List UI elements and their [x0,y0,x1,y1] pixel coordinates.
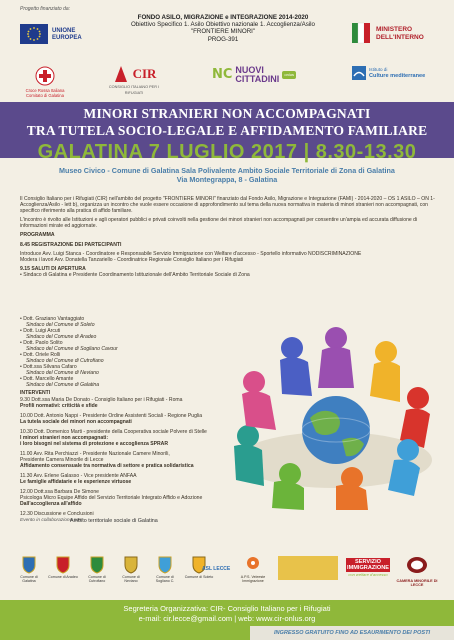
cri-logo [24,66,66,98]
talk-speaker: 11.30 Avv. Erlene Galasso - Vice presidente ANFAA [20,473,137,479]
talk-item [20,511,260,517]
crest-galatina [14,556,44,584]
cir-logo [104,64,164,96]
intro-paragraph-2: L'incontro è rivolto alle Istituzioni e agli operatori pubblici e privati coinvolti nella gestione dei minori stranieri non accompagnati per consentire un'ampia ed accurata diffusione di informazioni mirate ed aggiornate. [20,217,418,230]
venue-line-2: Via Montegrappa, 8 - Galatina [176,175,278,184]
shield-icon [158,556,172,574]
talk-speaker: 12.00 Dott.ssa Barbara De Simone [20,489,99,495]
saluto-role: Sindaco del Comune di Soleto [26,322,95,328]
event-title-line-1: MINORI STRANIERI NON ACCOMPAGNATI [83,106,371,121]
icm-name: Culture mediterranee [369,73,426,79]
shield-icon [124,556,138,574]
saluto-role: Sindaco del Comune di Sogliano Cavour [26,346,118,352]
event-date: GALATINA 7 LUGLIO 2017 | 8.30-13.30 [37,141,417,163]
servizio-name: SERVIZIO IMMIGRAZIONE [347,559,389,571]
crest-sogliano [150,556,180,584]
icm-logo [352,66,432,80]
talk-speaker: 9.30 Dott.ssa Maria De Donato - Consiglio Italiano per i Rifugiati - Roma [20,397,183,403]
camera-label: CAMERA MINORILE DI LECCE [396,579,438,587]
talk-topic: Le famiglie affidatarie e le esperienze virtuose [20,479,132,485]
footer-secretariat: Segreteria Organizzativa: CIR- Consiglio Italiano per i Rifugiati [123,604,331,613]
free-entry-ribbon: INGRESSO GRATUITO FINO AD ESAURIMENTO DEI POSTI [250,626,454,640]
saluto-name: • Dott. Luigi Arcuti [20,328,61,334]
saluti-first: • Sindaco di Galatina e Presidente Coordinamento Istituzionale dell'Ambito Territoriale Sociale di Zona [20,271,250,278]
cri-name: Croce Rossa Italiana Comitato di Galatina [25,88,65,98]
nuovi-cittadini-logo [212,66,296,84]
collaboration-label: Evento in collaborazione con: [20,518,83,523]
camera-minorile-icon [406,556,428,574]
nc-onlus-tag: onlus [284,72,294,77]
fund-title [108,14,338,43]
fund-line-1: FONDO ASILO, MIGRAZIONE e INTEGRAZIONE 2014-2020 [137,14,309,21]
saluti-heading: 9.15 SALUTI DI APERTURA [20,265,86,272]
cir-acronym: CIR [132,66,157,81]
event-venue [0,166,454,184]
saluto-name: • Dott. Graziano Vantaggiato [20,316,85,322]
aps-flower-icon [246,556,260,570]
orange-logo-block [278,556,338,580]
saluto-role: Sindaco del Comune di Neviano [26,370,99,376]
registration-line: 8.45 REGISTRAZIONE DEI PARTECIPANTI [20,241,122,248]
shield-icon [90,556,104,574]
shield-icon [22,556,36,574]
shield-icon [56,556,70,574]
crest-aradeo [48,556,78,584]
moderate-line: Modera i lavori Avv. Donatella Tanzariello - Coordinatrice Regionale Consiglio Italiano per i Rifugiati [20,256,244,263]
intro-text [20,196,436,278]
crest-label: Comune di Aradeo [48,575,78,580]
crest-label: Comune di Cutrofiano [88,575,106,584]
ministry-name: MINISTERO DELL'INTERNO [376,26,424,41]
crest-label: Comune di Soleto [184,575,214,580]
italian-emblem-icon [350,20,372,46]
crest-neviano [116,556,146,584]
talk-speaker-2: Presidente Camera Minorile di Lecce [20,457,104,463]
talk-speaker: 11.00 Avv. Rita Perchiazzi - Presidente Nazionale Camere Minorili, [20,451,170,457]
municipal-crests-row [14,556,214,584]
aps-logo [238,556,268,583]
saluto-role: Sindaco del Comune di Aradeo [26,334,97,340]
camera-minorile-logo [394,556,440,587]
saluto-name: • Dott. Paolo Solito [20,340,63,346]
saluto-name: • Dott.ssa Silvana Cafaro [20,364,77,370]
fund-line-3: "FRONTIERE MINORI" [190,28,256,36]
nc-name: NUOVI CITTADINI [235,65,280,84]
talk-speaker: 10.00 Dott. Antonio Nappi - Presidente Ordine Assistenti Sociali - Regione Puglia [20,413,203,419]
cir-full-name: CONSIGLIO ITALIANO PER I RIFUGIATI [108,85,160,95]
programme-heading: PROGRAMMA [20,232,55,239]
funded-by-label: Progetto finanziato da: [20,6,71,12]
red-cross-icon [35,66,55,86]
saluto-name: • Dott. Marcello Amante [20,376,74,382]
talk-topic: La tutela sociale dei minori non accompagnati [20,419,132,425]
intro-paragraph-1: Il Consiglio Italiano per i Rifugiati (CIR) nell'ambito del progetto "FRONTIERE MINORI" finanziato dal Fondo Asilo, Migrazione e Integrazione (FAMI) - 2014-2020 – OS 1 ASILO – ON 1- Accoglienza/Asilo - lett b), organizza un incontro che vuole essere occasione di approfondimento sul tema della nuova normativa in materia di minori stranieri non accompagnati, con specifico riferimento alla pratica di affido familiare. [20,196,435,215]
icm-square-icon [352,66,366,80]
aps-label: A.P.S. Veleeste Immigrazione [240,575,266,584]
talk-speaker-2: Psicologa Micro Equipe Affido del Servizio Territoriale Integrato Affido e Adozione [20,495,203,501]
saluto-role: Sindaco del Comune di Cutrofiano [26,358,104,364]
crest-label: Comune di Galatina [20,575,38,584]
globe-icon [302,396,370,464]
footer-contacts: e-mail: cir.lecce@gmail.com | web: www.cir-onlus.org [138,614,316,623]
talk-topic: I minori stranieri non accompagnati: [20,435,109,441]
eu-flag-icon [20,24,48,44]
collaboration-ambito: Ambito territoriale sociale di Galatina [70,518,158,524]
asl-logo: ASL LECCE [202,566,231,572]
eu-name: UNIONE EUROPEA [52,28,82,41]
fund-line-4: PROG-391 [207,35,239,43]
crest-label: Comune di Neviano [122,575,140,584]
introduce-line: Introduce Avv. Luigi Stanca - Coordinatore e Responsabile Servizio Immigrazione con Welfare d'accesso - Sportello informativo NODISCRIMINAZIONE [20,250,362,257]
saluto-name: • Dott. Oriele Rolli [20,352,61,358]
talk-speaker: 12.30 Discussione e Conclusioni [20,511,94,517]
cir-figure-icon [112,64,130,84]
talk-topic: Profili normativi: criticità e sfide [20,403,98,409]
fund-line-2: Obiettivo Specifico 1. Asilo Obiettivo nazionale 1. Accoglienza/Asilo [130,21,315,29]
people-around-globe-illustration [218,310,444,510]
servizio-immigrazione-logo [346,558,390,577]
crest-cutrofiano [82,556,112,584]
talk-topic: Dall'accoglienza all'affido [20,501,82,507]
talk-speaker: 10.30 Dott. Domenico Marti - presidente della Cooperativa sociale Polvere di Stelle [20,429,207,435]
nc-mark-icon: NC [212,67,233,82]
venue-line-1: Museo Civico - Comune di Galatina Sala Polivalente Ambito Sociale Territoriale di Zona di Galatina [59,166,395,175]
crest-label: Comune di Sogliano C. [155,575,175,584]
talk-topic-2: i loro bisogni nel sistema di protezione e accoglienza SPRAR [20,441,169,447]
saluto-role: Sindaco del Comune di Galatina [26,382,100,388]
icm-small: Istituto di [369,67,388,72]
interventi-heading: INTERVENTI [20,390,51,396]
talk-topic: Affidamento consensuale tra normativa di settore e pratica solidaristica [20,463,194,469]
event-title-line-2: TRA TUTELA SOCIO-LEGALE E AFFIDAMENTO FAMILIARE [26,123,428,138]
servizio-sub: con welfare d'accesso [348,572,388,577]
